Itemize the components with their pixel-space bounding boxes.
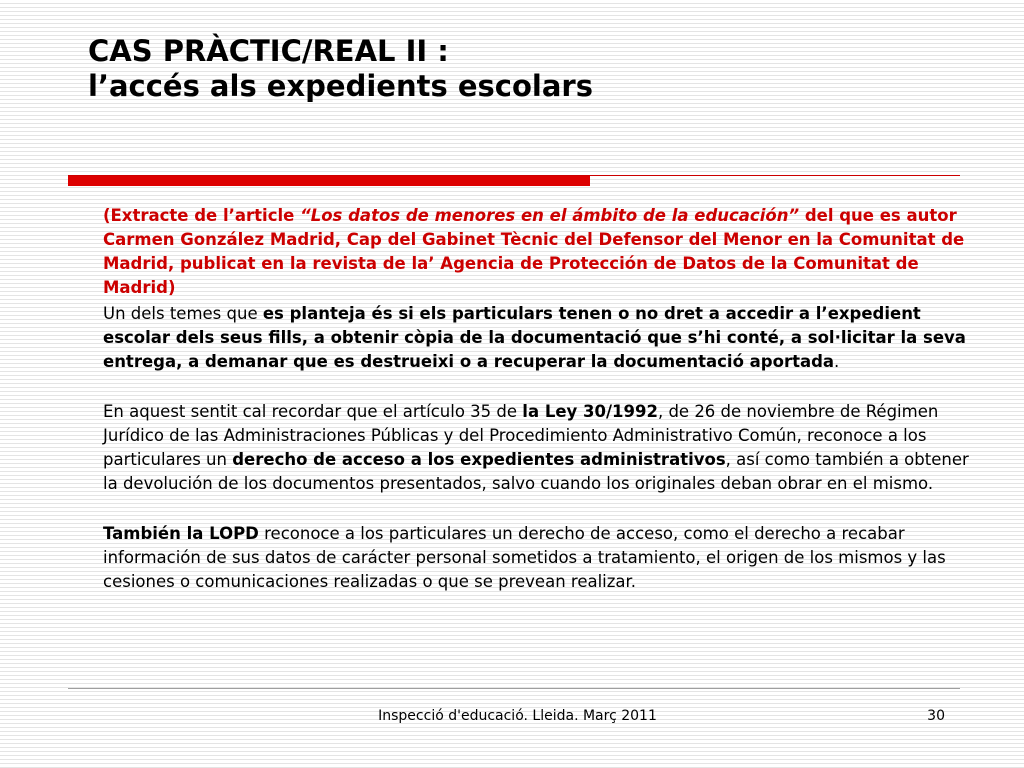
slide-title-line1: CAS PRÀCTIC/REAL II : [88, 34, 449, 68]
slide-title [88, 34, 593, 104]
slide-body [103, 204, 983, 594]
footer-caption: Inspecció d'educació. Lleida. Març 2011 [378, 708, 657, 724]
p3-bold: También la LOPD [103, 524, 259, 543]
title-accent-bar [68, 176, 590, 186]
paragraph-ley-30-1992 [103, 400, 983, 496]
paragraph-access-question [103, 302, 975, 374]
paragraph-lopd [103, 522, 983, 594]
p1-bold: es planteja és si els particulars tenen o no dret a accedir a l’expedient escolar dels seus fills, a obtenir còpia de la documentació que s’hi conté, a sol·licitar la seva entrega, a demanar que es destrueixi o a recuperar la documentació aportada [103, 304, 966, 371]
page-number: 30 [927, 708, 945, 724]
intro-prefix: (Extracte de l’article [103, 206, 301, 225]
footer-divider [68, 688, 960, 689]
intro-suffix: del que es autor Carmen González Madrid, Cap del Gabinet Tècnic del Defensor del Menor en la Comunitat de Madrid, publicat en la revista de la’ Agencia de Protección de Datos de la Comunitat de Madrid) [103, 206, 965, 297]
p1-prefix: Un dels temes que [103, 304, 263, 323]
article-excerpt-intro [103, 204, 983, 300]
slide-title-line2: l’accés als expedients escolars [88, 69, 593, 103]
p2-bold1: la Ley 30/1992 [522, 402, 658, 421]
p1-suffix: . [834, 352, 840, 371]
article-title: “Los datos de menores en el ámbito de la educación” [300, 206, 800, 225]
p2-text1: En aquest sentit cal recordar que el artículo 35 de [103, 402, 523, 421]
p2-text3: , así como también a obtener la devolución de los documentos presentados, salvo cuando los originales deban obrar en el mismo. [103, 450, 969, 493]
p2-text2: , de 26 de noviembre de Régimen Jurídico de las Administraciones Públicas y del Procedimiento Administrativo Común, reconoce a los particulares un [103, 402, 939, 469]
p3-text: reconoce a los particulares un derecho de acceso, como el derecho a recabar información de sus datos de carácter personal sometidos a tratamiento, el origen de los mismos y las cesiones o comunicaciones realizadas o que se prevean realizar. [103, 524, 946, 591]
p2-bold2: derecho de acceso a los expedientes administrativos [232, 450, 726, 469]
